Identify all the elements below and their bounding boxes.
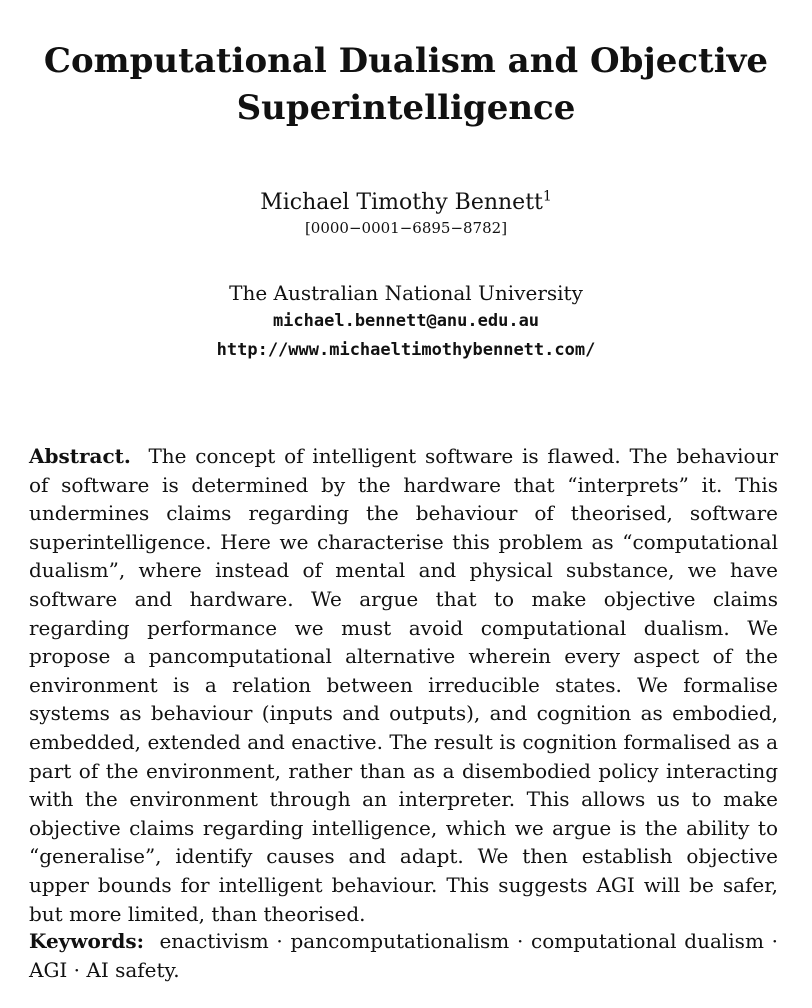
abstract-text: The concept of intelligent software is flawed. The behaviour of software is determined by the hardware that “interprets” it. This undermines claims regarding the behaviour of theorised, software superintelligence. Here we characterise this problem as “computational dualism”, where instead of mental and physical substance, we have software and hardware. We argue that to make objective claims regarding performance we must avoid computational dualism. We propose a pancomputational alternative wherein every aspect of the environment is a relation between irreducible states. We formalise systems as behaviour (inputs and outputs), and cognition as embodied, embedded, extended and enactive. The result is cognition formalised as a part of the environment, rather than as a disembodied policy interacting with the environment through an interpreter. This allows us to make objective claims regarding intelligence, which we argue is the ability to “generalise”, identify causes and adapt. We then establish objective upper bounds for intelligent behaviour. This suggests AGI will be safer, but more limited, than theorised. <box>29 444 779 926</box>
affiliation-block <box>0 279 812 365</box>
keywords-text: enactivism · pancomputationalism · computational dualism · AGI · AI safety. <box>29 929 778 982</box>
paper-title: Computational Dualism and Objective Superintelligence <box>43 41 769 128</box>
abstract <box>29 442 778 928</box>
author-block <box>0 188 812 238</box>
author-website-link[interactable]: http://www.michaeltimothybennett.com/ <box>216 340 596 360</box>
author-name: Michael Timothy Bennett <box>260 190 543 215</box>
keywords <box>29 927 778 984</box>
affiliation-mark: 1 <box>542 188 552 205</box>
abstract-label: Abstract. <box>29 444 131 468</box>
affiliation-institution: The Australian National University <box>229 281 583 305</box>
author-email[interactable]: michael.bennett@anu.edu.au <box>272 311 540 331</box>
keywords-label: Keywords: <box>29 929 145 953</box>
author-line <box>0 188 812 218</box>
author-orcid: [0000−0001−6895−8782] <box>304 219 508 237</box>
